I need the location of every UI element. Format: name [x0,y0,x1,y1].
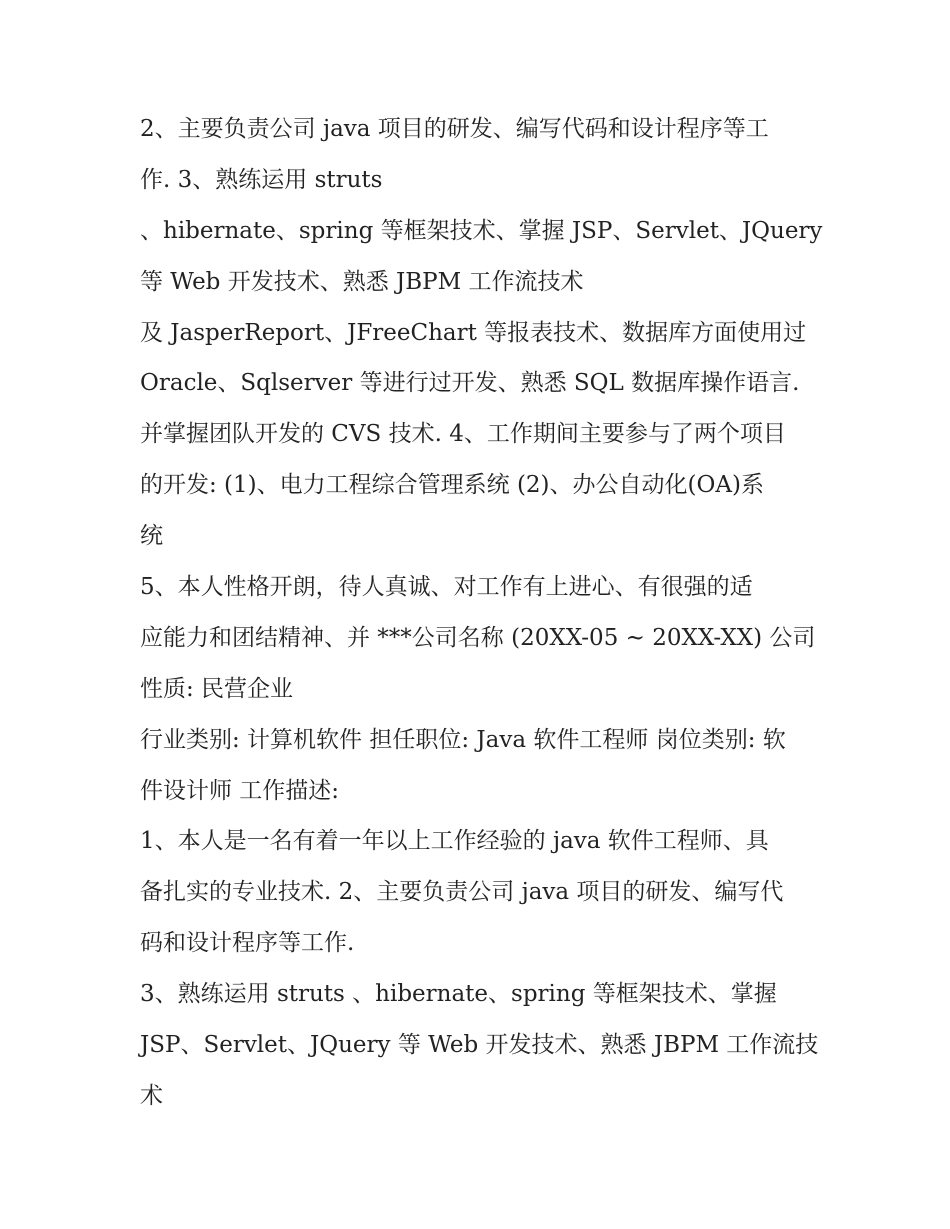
text-line: 作. 3、熟练运用 struts [140,166,383,193]
text-line: 5、本人性格开朗，待人真诚、对工作有上进心、有很强的适 [140,574,753,601]
text-line: 统 [140,523,163,550]
text-line: 1、本人是一名有着一年以上工作经验的 java 软件工程师、具 [140,828,769,855]
text-line: 性质: 民营企业 [140,675,294,702]
text-line: Oracle、Sqlserver 等进行过开发、熟悉 SQL 数据库操作语言. [140,370,800,397]
document-body [140,104,823,1122]
text-line: 码和设计程序等工作. [140,930,355,957]
text-line: 2、主要负责公司 java 项目的研发、编写代码和设计程序等工 [140,116,769,142]
text-line: 备扎实的专业技术. 2、主要负责公司 java 项目的研发、编写代 [140,879,784,906]
text-line: 及 JasperReport、JFreeChart 等报表技术、数据库方面使用过 [140,319,807,346]
text-line: 应能力和团结精神、并 ***公司名称 (20XX-05 ~ 20XX-XX) 公司 [140,624,816,651]
text-line: 术 [140,1082,163,1109]
text-line: JSP、Servlet、JQuery 等 Web 开发技术、熟悉 JBPM 工作流技 [140,1032,819,1059]
text-line: 、hibernate、spring 等框架技术、掌握 JSP、Servlet、JQuery [140,217,823,244]
text-line: 件设计师 工作描述: [140,777,340,804]
text-line: 并掌握团队开发的 CVS 技术. 4、工作期间主要参与了两个项目 [140,421,786,448]
text-line: 3、熟练运用 struts 、hibernate、spring 等框架技术、掌握 [140,981,777,1008]
text-line: 的开发: (1)、电力工程综合管理系统 (2)、办公自动化(OA)系 [140,472,764,499]
text-line: 行业类别: 计算机软件 担任职位: Java 软件工程师 岗位类别: 软 [140,726,786,753]
text-line: 等 Web 开发技术、熟悉 JBPM 工作流技术 [140,268,584,295]
